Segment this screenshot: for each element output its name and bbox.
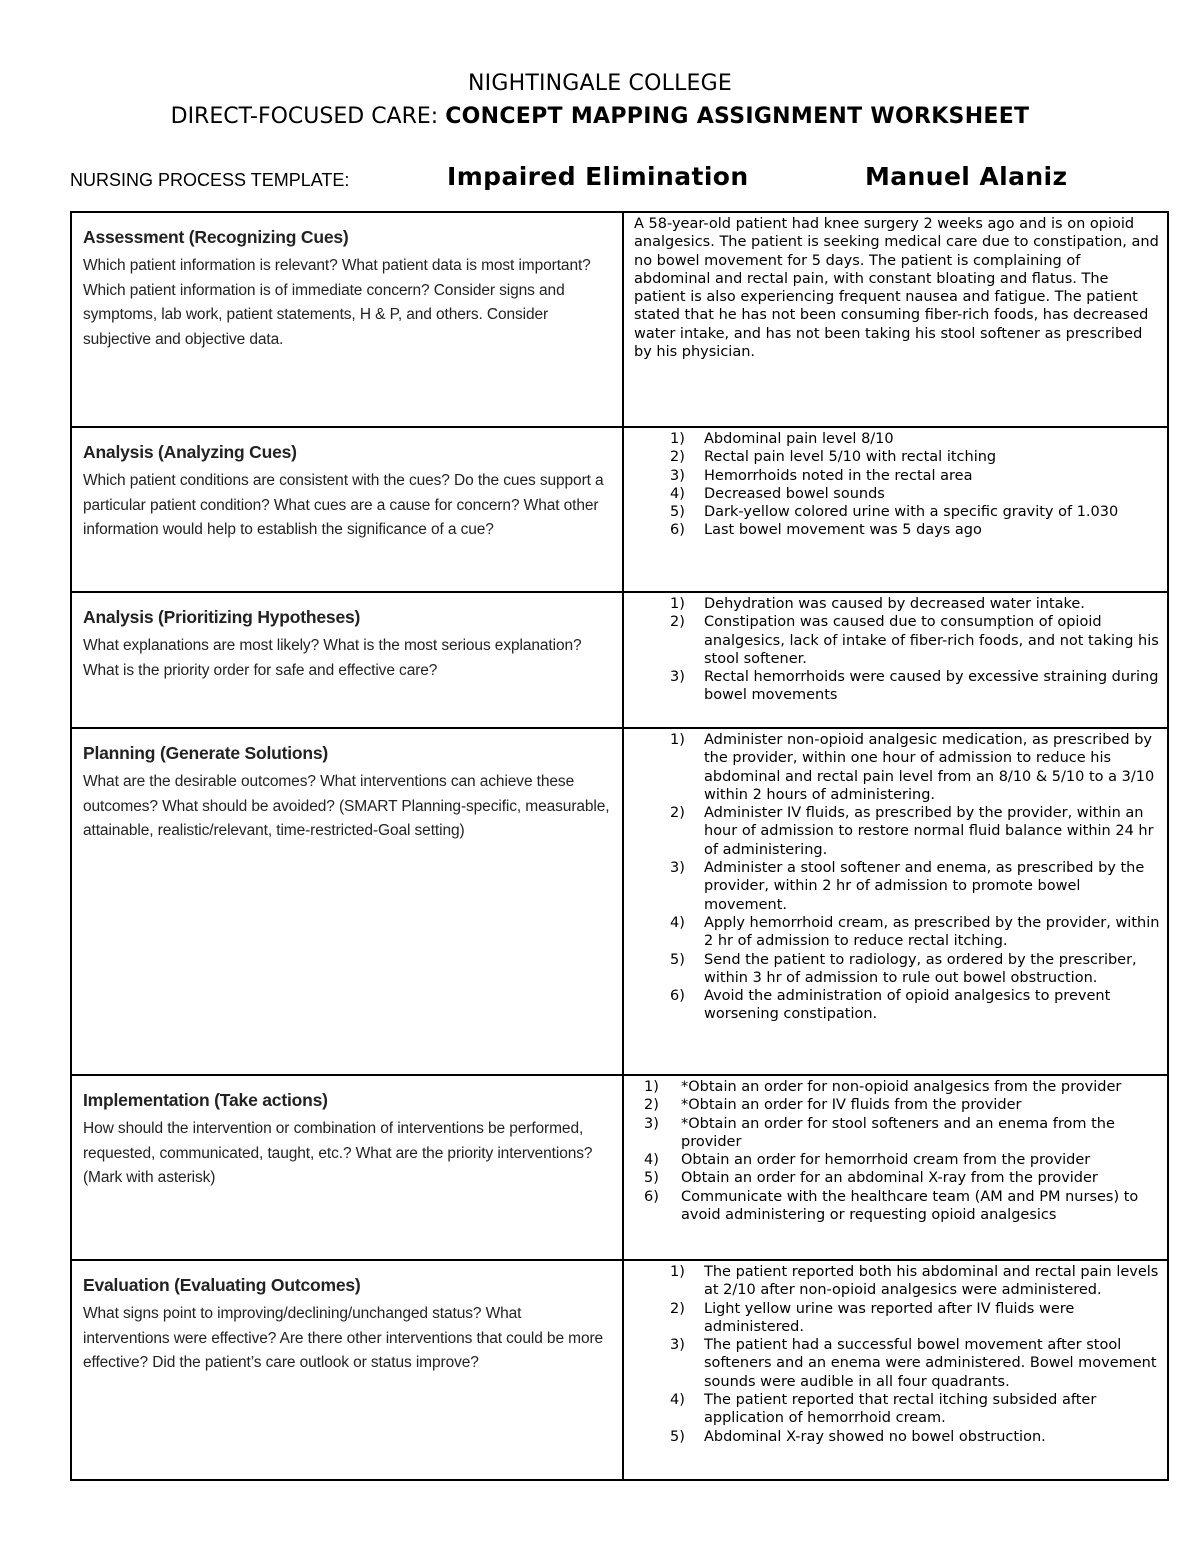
row-question: What signs point to improving/declining/unchanged status? What interventions were effective? Are there other interventions that could be more effective? Did the patient’s care outlook or status improve? xyxy=(83,1305,604,1371)
table-row-planning xyxy=(71,728,1168,1075)
title-bold: CONCEPT MAPPING ASSIGNMENT WORKSHEET xyxy=(445,104,1030,129)
cue-list xyxy=(634,430,1161,540)
template-label: NURSING PROCESS TEMPLATE: xyxy=(70,170,350,190)
list-item: 5) Send the patient to radiology, as ordered by the prescriber, within 3 hr of admission to rule out bowel obstruction. xyxy=(670,951,1137,986)
student-name: Manuel Alaniz xyxy=(865,162,1068,191)
planning-prompt-cell xyxy=(71,728,623,1075)
hypothesis-list xyxy=(634,595,1161,705)
analyzing-cues-prompt-cell xyxy=(71,427,623,592)
list-item: 4) Apply hemorrhoid cream, as prescribed by the provider, within 2 hr of admission to reduce rectal itching. xyxy=(670,914,1160,950)
row-question: What are the desirable outcomes? What interventions can achieve these outcomes? What should be avoided? (SMART Planning-specific, measurable, attainable, realistic/relevant, time-restricted-Goal setting) xyxy=(83,773,610,839)
template-line xyxy=(70,162,1130,198)
row-heading: Planning (Generate Solutions) xyxy=(83,743,329,763)
row-heading: Analysis (Analyzing Cues) xyxy=(83,442,297,462)
assessment-response-cell xyxy=(623,212,1168,427)
list-item: 4) The patient reported that rectal itching subsided after application of hemorrhoid cream. xyxy=(670,1392,1097,1427)
row-heading: Evaluation (Evaluating Outcomes) xyxy=(83,1275,361,1295)
table-row-prioritizing xyxy=(71,592,1168,728)
row-heading: Analysis (Prioritizing Hypotheses) xyxy=(83,607,361,627)
implementation-prompt-cell xyxy=(71,1075,623,1260)
table-row-analyzing-cues xyxy=(71,427,1168,592)
list-item: 1) Administer non-opioid analgesic medication, as prescribed by the provider, within one hour of admission to reduce his abdominal and rectal pain level from an 8/10 & 5/10 to a 3/10 within 2 hours of administering. xyxy=(670,732,1155,803)
college-name: NIGHTINGALE COLLEGE xyxy=(467,71,732,96)
outcome-list xyxy=(634,1263,1161,1446)
table-row-implementation xyxy=(71,1075,1168,1260)
table-row-evaluation xyxy=(71,1260,1168,1480)
list-item: 3) Administer a stool softener and enema, as prescribed by the provider, within 2 hr of admission to promote bowel movement. xyxy=(670,860,1145,913)
row-question: Which patient conditions are consistent with the cues? Do the cues support a particular patient condition? What cues are a cause for concern? What other information would help to establish the significance of a cue? xyxy=(83,472,604,538)
assessment-prompt-cell xyxy=(71,212,623,427)
list-item: 3) Rectal hemorrhoids were caused by excessive straining during bowel movements xyxy=(670,669,1159,704)
nursing-process-table xyxy=(70,211,1169,1481)
list-item: 4) Decreased bowel sounds xyxy=(670,485,885,502)
evaluation-prompt-cell xyxy=(71,1260,623,1480)
list-item: 3) Hemorrhoids noted in the rectal area xyxy=(670,467,973,484)
list-item: 2) Constipation was caused due to consumption of opioid analgesics, lack of intake of fiber-rich foods, and not taking his stool softener. xyxy=(670,614,1159,667)
prioritizing-prompt-cell xyxy=(71,592,623,728)
list-item: 1) *Obtain an order for non-opioid analgesics from the provider xyxy=(644,1079,1122,1095)
list-item: 2) Administer IV fluids, as prescribed by the provider, within an hour of admission to restore normal fluid balance within 24 hr of administering. xyxy=(670,805,1154,858)
list-item: 1) The patient reported both his abdominal and rectal pain levels at 2/10 after non-opioid analgesics were administered. xyxy=(670,1264,1159,1299)
list-item: 2) Light yellow urine was reported after IV fluids were administered. xyxy=(670,1300,1075,1335)
list-item: 3) *Obtain an order for stool softeners and an enema from the provider xyxy=(644,1115,1115,1150)
list-item: 4) Obtain an order for hemorrhoid cream from the provider xyxy=(644,1152,1091,1169)
action-list xyxy=(634,1078,1161,1224)
list-item: 6) Avoid the administration of opioid analgesics to prevent worsening constipation. xyxy=(670,988,1111,1023)
planning-response-cell xyxy=(623,728,1168,1075)
row-question: How should the intervention or combination of interventions be performed, requested, communicated, taught, etc.? What are the priority interventions? (Mark with asterisk) xyxy=(83,1120,593,1186)
implementation-response-cell xyxy=(623,1075,1168,1260)
list-item: 5) Dark-yellow colored urine with a specific gravity of 1.030 xyxy=(670,504,1119,521)
list-item: 2) *Obtain an order for IV fluids from the provider xyxy=(644,1097,1022,1114)
evaluation-response-cell xyxy=(623,1260,1168,1480)
list-item: 5) Obtain an order for an abdominal X-ray from the provider xyxy=(644,1170,1098,1187)
list-item: 1) Dehydration was caused by decreased water intake. xyxy=(670,596,1085,612)
title-prefix: DIRECT-FOCUSED CARE: xyxy=(170,104,446,129)
list-item: 3) The patient had a successful bowel movement after stool softeners and an enema were administered. Bowel movement sounds were audible in all four quadrants. xyxy=(670,1337,1157,1390)
prioritizing-response-cell xyxy=(623,592,1168,728)
assessment-paragraph: A 58-year-old patient had knee surgery 2 weeks ago and is on opioid analgesics. The patient is seeking medical care due to constipation, and no bowel movement for 5 days. The patient is complaining of abdominal and rectal pain, with constant bloating and flatus. The patient is also experiencing frequent nausea and fatigue. The patient stated that he has not been consuming fiber-rich foods, has decreased water intake, and has not been taking his stool softener as prescribed by his physician. xyxy=(634,216,1159,361)
plan-list xyxy=(634,731,1161,1024)
table-row-assessment xyxy=(71,212,1168,427)
worksheet-title xyxy=(0,103,1200,131)
list-item: 6) Communicate with the healthcare team (AM and PM nurses) to avoid administering or requesting opioid analgesics xyxy=(644,1188,1139,1224)
row-heading: Assessment (Recognizing Cues) xyxy=(83,227,349,247)
list-item: 5) Abdominal X-ray showed no bowel obstruction. xyxy=(670,1428,1046,1445)
row-heading: Implementation (Take actions) xyxy=(83,1090,328,1110)
analyzing-cues-response-cell xyxy=(623,427,1168,592)
row-question: Which patient information is relevant? What patient data is most important? Which patient information is of immediate concern? Consider signs and symptoms, lab work, patient statements, H & P, and others. Consider subjective and objective data. xyxy=(83,257,591,348)
list-item: 1) Abdominal pain level 8/10 xyxy=(670,431,894,447)
list-item: 2) Rectal pain level 5/10 with rectal itching xyxy=(670,449,997,466)
row-question: What explanations are most likely? What is the most serious explanation? What is the priority order for safe and effective care? xyxy=(83,637,582,679)
nursing-diagnosis: Impaired Elimination xyxy=(447,162,749,191)
list-item: 6) Last bowel movement was 5 days ago xyxy=(670,522,982,539)
